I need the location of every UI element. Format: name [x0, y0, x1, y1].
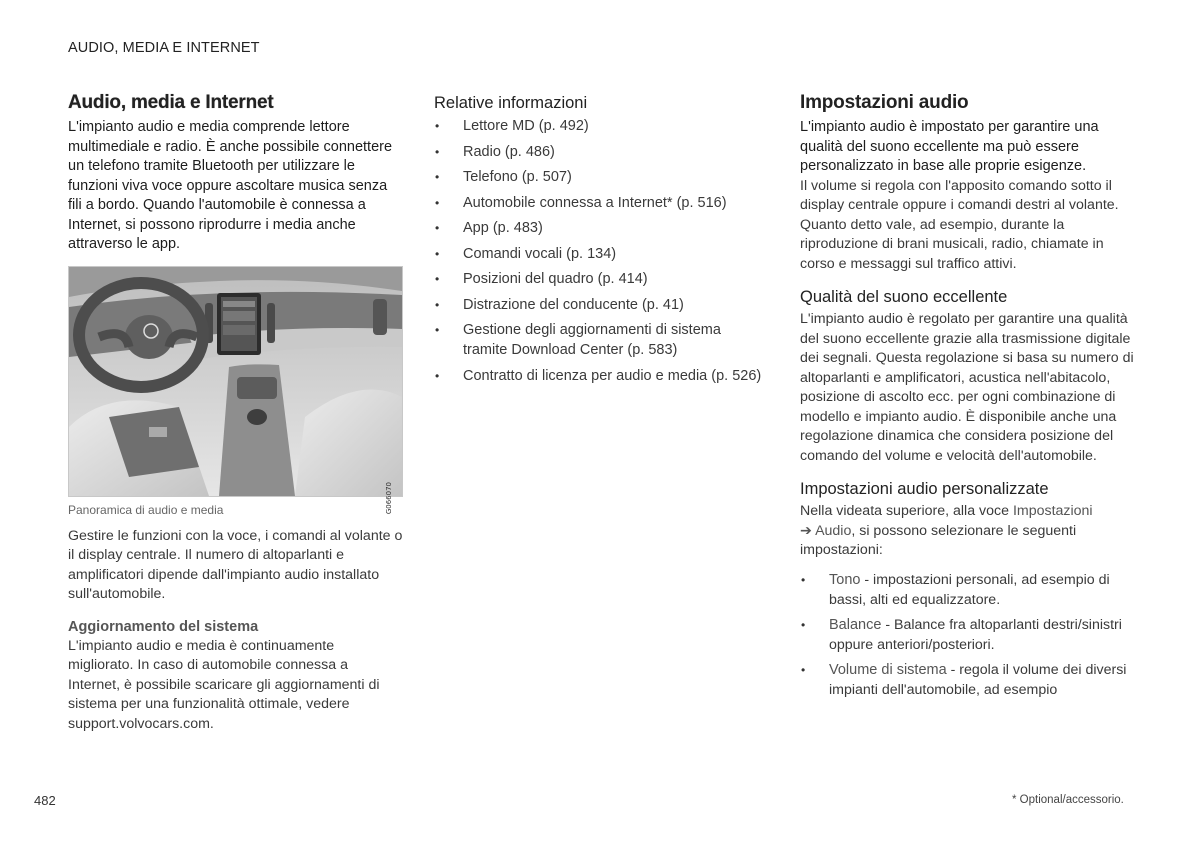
bullet-icon: • [435, 272, 440, 286]
menu-path-audio: Audio [815, 522, 852, 539]
settings-intro: L'impianto audio è impostato per garantire una qualità del suono eccellente ma può essere personalizzato in base alle proprie esigenze. [800, 119, 1099, 174]
related-link[interactable]: • Gestione degli aggiornamenti di sistema tramite Download Center (p. 583) [435, 322, 721, 358]
bullet-icon: • [435, 323, 440, 337]
update-heading: Aggiornamento del sistema [68, 618, 259, 635]
volume-paragraph: Il volume si regola con l'apposito comando sotto il display centrale oppure i comandi destri al volante. Quanto detto vale, ad esempio, durante la riproduzione di brani musicali, radio, chiamate in corso e messaggi sul traffico attivi. [800, 177, 1119, 272]
bullet-icon: • [801, 617, 806, 632]
section-title: Impostazioni audio [800, 92, 969, 113]
related-list [434, 116, 769, 386]
footnote: * Optional/accessorio. [1012, 794, 1124, 806]
bullet-icon: • [801, 572, 806, 587]
bullet-icon: • [801, 662, 806, 677]
related-link[interactable]: • Comandi vocali (p. 134) [435, 245, 617, 262]
section-title: Audio, media e Internet [68, 92, 274, 113]
menu-path-settings: Impostazioni [1012, 503, 1093, 519]
custom-intro: Nella videata superiore, alla voce Impostazioni ➔ Audio, si possono selezionare le seguenti impostazioni: [800, 503, 1093, 558]
running-header: AUDIO, MEDIA E INTERNET [68, 40, 260, 56]
related-link[interactable]: • Posizioni del quadro (p. 414) [435, 271, 648, 287]
bullet-icon: • [435, 221, 440, 235]
figure-caption: Panoramica di audio e media [68, 502, 224, 517]
bullet-icon: • [435, 246, 440, 261]
related-link[interactable]: • Telefono (p. 507) [435, 169, 572, 185]
column-audio-settings [800, 92, 1135, 705]
bullet-icon: • [435, 368, 440, 383]
list-item: • Tono - impostazioni personali, ad esempio di bassi, alti ed equalizzatore. [801, 571, 1110, 608]
bullet-icon: • [435, 170, 440, 184]
related-link[interactable]: • Automobile connessa a Internet* (p. 516) [435, 194, 727, 211]
page-number: 482 [34, 793, 56, 808]
related-heading: Relative informazioni [434, 94, 588, 112]
quality-heading: Qualità del suono eccellente [800, 288, 1008, 306]
bullet-icon: • [435, 297, 440, 312]
bullet-icon: • [435, 195, 440, 210]
list-item: • Volume di sistema - regola il volume dei diversi impianti dell'automobile, ad esempio [801, 661, 1127, 698]
car-interior-image [69, 267, 402, 496]
controls-paragraph: Gestire le funzioni con la voce, i comandi al volante o il display centrale. Il numero di altoparlanti e amplificatori dipende dall'impianto audio installato sull'automobile. [68, 527, 403, 602]
arrow-right-icon: ➔ [800, 522, 812, 539]
related-link[interactable]: • App (p. 483) [435, 220, 543, 236]
quality-paragraph: L'impianto audio è regolato per garantire una qualità del suono eccellente grazie alla trasmissione digitale dei segnali. Questa regolazione si basa su numero di altoparlanti e amplificatori, acustica nell'abitacolo, posizione di ascolto ecc. per ogni combinazione di modello e impianto audio. È disponibile anche una regolazione dinamica che considera posizione del comando del volume e velocità dell'automobile. [800, 311, 1134, 464]
column-audio-media [68, 92, 403, 734]
settings-options-list [800, 570, 1135, 700]
related-link[interactable]: • Contratto di licenza per audio e media (p. 526) [435, 367, 762, 384]
bullet-icon: • [435, 119, 440, 133]
related-link[interactable]: • Distrazione del conducente (p. 41) [435, 296, 684, 313]
column-related-info [434, 94, 769, 391]
figure-code: G066070 [385, 481, 393, 514]
update-paragraph: L'impianto audio e media è continuamente migliorato. In caso di automobile connessa a Internet, è possibile scaricare gli aggiornamenti di sistema per una funzionalità ottimale, vedere support.volvocars.com. [68, 637, 380, 732]
list-item: • Balance - Balance fra altoparlanti destri/sinistri oppure anteriori/posteriori. [801, 616, 1122, 653]
related-link[interactable]: • Radio (p. 486) [435, 143, 555, 160]
intro-paragraph: L'impianto audio e media comprende lettore multimediale e radio. È anche possibile connettere un telefono tramite Bluetooth per utilizzare le funzioni viva voce oppure ascoltare musica senza fili a bordo. Quando l'automobile è connessa a Internet, si possono riprodurre i media anche attraverso le app. [68, 119, 393, 252]
custom-heading: Impostazioni audio personalizzate [800, 480, 1049, 498]
bullet-icon: • [435, 144, 440, 159]
related-link[interactable]: • Lettore MD (p. 492) [435, 118, 589, 134]
